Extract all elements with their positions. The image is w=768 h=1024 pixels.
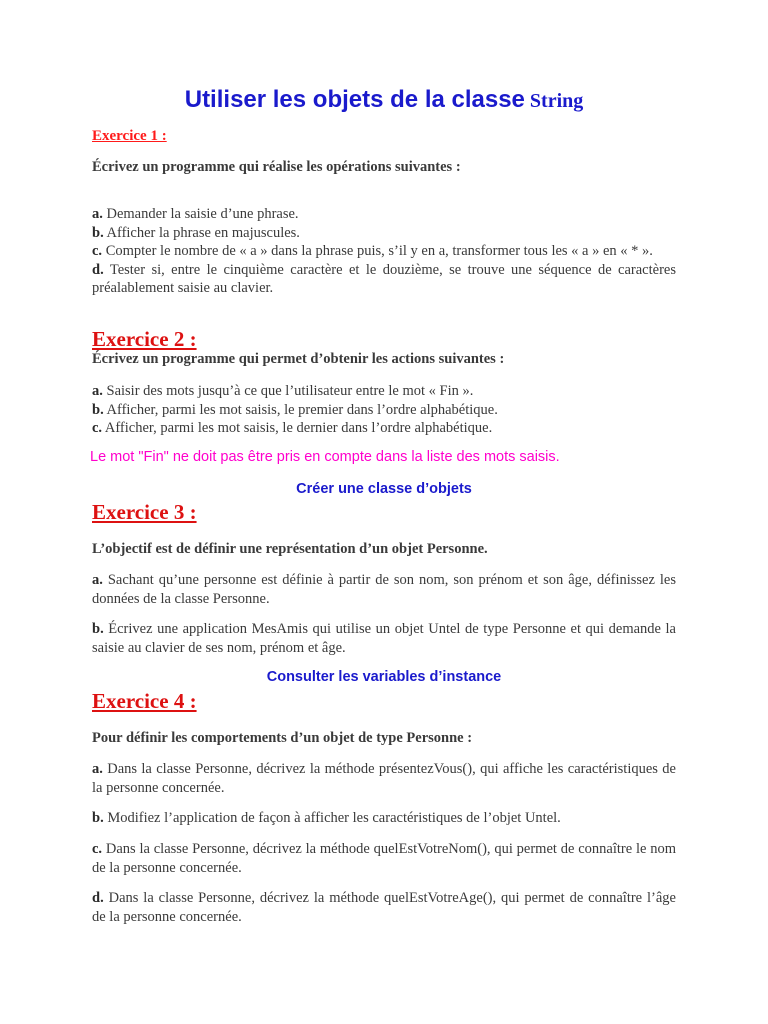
item-label: d. [92,261,104,278]
page-title [0,86,768,114]
item-text: Modifiez l’application de façon à afficher les caractéristiques de l’objet Untel. [103,810,561,826]
item-label: a. [92,383,103,399]
title-code: String [529,90,584,112]
exercise-4-item-b [92,809,676,828]
exercise-4-heading: Exercice 4 : [92,689,197,713]
item-label: b. [92,401,104,418]
exercise-2-heading: Exercice 2 : [92,327,197,351]
exercise-2-item-a [92,382,676,401]
item-label: b. [92,810,104,826]
item-text: Afficher la phrase en majuscules. [103,224,300,241]
exercise-1-intro: Écrivez un programme qui réalise les opérations suivantes : [92,159,461,175]
item-text: Dans la classe Personne, décrivez la méthode présentezVous(), qui affiche les caractéristiques de la personne concernée. [92,761,676,796]
exercise-4-item-d [92,889,676,926]
exercise-2-intro: Écrivez un programme qui permet d’obtenir les actions suivantes : [92,351,505,367]
item-label: a. [92,761,103,777]
exercise-2-item-b [92,401,676,420]
exercise-1-item-d [92,261,676,298]
exercise-1-list [92,205,676,298]
exercise-3-item-a [92,571,676,608]
exercise-1-heading: Exercice 1 : [92,128,167,144]
section-create-class: Créer une classe d’objets [296,481,472,497]
exercise-2-list [92,382,676,438]
item-text: Tester si, entre le cinquième caractère et le douzième, se trouve une séquence de caractères préalablement saisie au clavier. [92,261,676,296]
item-label: a. [92,572,103,588]
exercise-2-note: Le mot "Fin" ne doit pas être pris en compte dans la liste des mots saisis. [90,449,560,465]
exercise-2-item-c [92,419,676,438]
item-text: Dans la classe Personne, décrivez la méthode quelEstVotreNom(), qui permet de connaître le nom de la personne concernée. [92,841,676,876]
item-text: Sachant qu’une personne est définie à partir de son nom, son prénom et son âge, définissez les données de la classe Personne. [92,572,676,607]
exercise-1-item-a [92,205,676,224]
item-label: b. [92,621,104,637]
item-label: a. [92,206,103,222]
exercise-1-item-b [92,224,676,243]
exercise-4-intro: Pour définir les comportements d’un objet de type Personne : [92,730,473,746]
item-label: c. [92,420,103,436]
exercise-1-item-c [92,242,676,261]
item-text: Demander la saisie d’une phrase. [102,206,299,222]
section-instance-variables: Consulter les variables d’instance [266,669,502,685]
item-label: c. [92,841,103,857]
item-text: Afficher, parmi les mot saisis, le dernier dans l’ordre alphabétique. [102,420,493,436]
item-text: Saisir des mots jusqu’à ce que l’utilisateur entre le mot « Fin ». [102,383,474,399]
item-label: c. [92,243,103,259]
exercise-4-item-c [92,840,676,877]
exercise-3-item-b [92,620,676,657]
item-text: Écrivez une application MesAmis qui utilise un objet Untel de type Personne et qui demande la saisie au clavier de ses nom, prénom et âge. [92,621,676,656]
exercise-3-heading: Exercice 3 : [92,500,197,524]
item-text: Afficher, parmi les mot saisis, le premier dans l’ordre alphabétique. [103,401,498,418]
exercise-3-intro: L’objectif est de définir une représentation d’un objet Personne. [92,541,488,557]
item-text: Dans la classe Personne, décrivez la méthode quelEstVotreAge(), qui permet de connaître l’âge de la personne concernée. [92,890,676,925]
exercise-4-item-a [92,760,676,797]
item-label: d. [92,890,104,906]
item-label: b. [92,224,104,241]
title-main: Utiliser les objets de la classe [184,86,525,113]
item-text: Compter le nombre de « a » dans la phrase puis, s’il y en a, transformer tous les « a » en « * ». [102,243,653,259]
